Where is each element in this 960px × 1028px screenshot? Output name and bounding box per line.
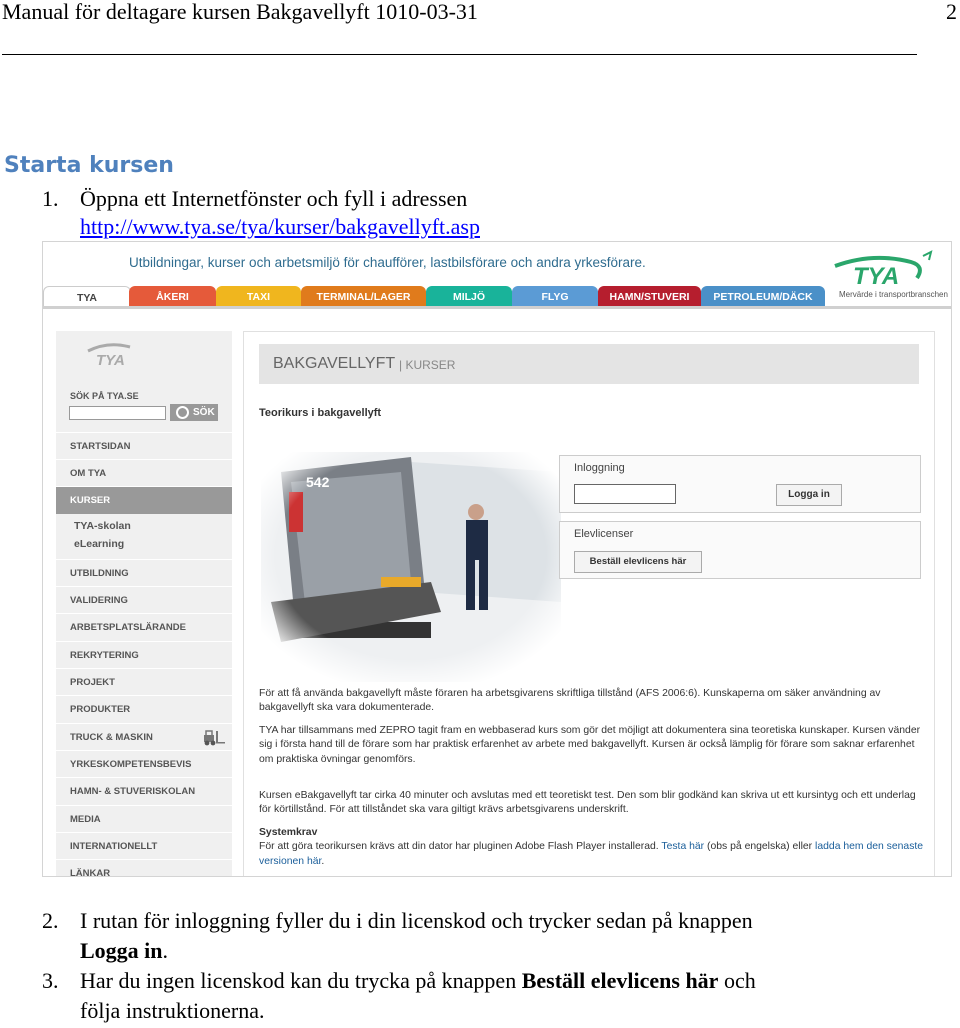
system-requirements-end: . <box>321 855 325 867</box>
sidebar-item-validering[interactable]: VALIDERING <box>56 586 232 614</box>
sidebar-item-utbildning[interactable]: UTBILDNING <box>56 559 232 587</box>
step-2-tail: . <box>162 938 169 963</box>
paragraph-system-requirements <box>259 826 929 869</box>
document-title: Manual för deltagare kursen Bakgavellyft 1010-03-31 <box>2 0 478 24</box>
sidebar-item-hamn-stuveriskolan[interactable]: HAMN- & STUVERISKOLAN <box>56 777 232 805</box>
sidebar-item-startsidan[interactable]: STARTSIDAN <box>56 432 232 460</box>
system-requirements-heading: Systemkrav <box>259 827 318 838</box>
header-rule <box>2 54 917 55</box>
login-label: Inloggning <box>574 462 625 474</box>
search-button[interactable] <box>170 404 218 421</box>
step-3-text-after: och <box>718 968 756 993</box>
sidebar-tya-logo <box>86 341 146 371</box>
system-requirements-text: För att göra teorikursen krävs att din dator har pluginen Adobe Flash Player installerad. <box>259 841 662 853</box>
sidebar-item-media[interactable]: MEDIA <box>56 805 232 833</box>
search-input[interactable] <box>69 406 166 420</box>
student-license-box <box>559 521 921 579</box>
tab-tya[interactable]: TYA <box>43 286 131 309</box>
course-url-link[interactable]: http://www.tya.se/tya/kurser/bakgavellyft.asp <box>80 214 480 239</box>
search-label: SÖK PÅ TYA.SE <box>70 391 139 401</box>
sidebar-item-truck-maskin-label: TRUCK & MASKIN <box>70 732 153 743</box>
sidebar-sub-elearning[interactable]: eLearning <box>74 538 125 550</box>
sidebar-item-yrkeskompetensbevis[interactable]: YRKESKOMPETENSBEVIS <box>56 750 232 778</box>
sidebar-item-projekt[interactable]: PROJEKT <box>56 668 232 696</box>
logo-subtitle: Mervärde i transportbranschen <box>839 290 948 299</box>
step-2-text: I rutan för inloggning fyller du i din licenskod och trycker sedan på knappen <box>80 908 753 933</box>
step-3-bold: Beställ elevlicens här <box>521 968 719 993</box>
sidebar-item-rekrytering[interactable]: REKRYTERING <box>56 641 232 669</box>
step-1-number: 1. <box>42 186 59 211</box>
step-3-line-2: följa instruktionerna. <box>80 998 265 1023</box>
login-button[interactable]: Logga in <box>776 484 842 506</box>
content-title-suffix: | KURSER <box>399 358 456 372</box>
step-3-text <box>80 966 756 996</box>
truck-tail-lift-photo <box>261 452 561 682</box>
sidebar-item-kurser[interactable]: KURSER <box>56 486 232 514</box>
site-tabs <box>43 286 951 308</box>
section-heading: Starta kursen <box>4 153 174 178</box>
sidebar-item-lankar[interactable]: LÄNKAR <box>56 859 232 877</box>
login-box <box>559 455 921 513</box>
paragraph-1: För att få använda bakgavellyft måste föraren ha arbetsgivarens skriftliga tillstånd (AFS 2006:6). Kunskaperna om säker användning av bakgavellyft ska vara dokumenterade. <box>259 688 881 714</box>
content-header <box>259 344 919 384</box>
sidebar-item-om-tya[interactable]: OM TYA <box>56 459 232 487</box>
tabbar-divider <box>43 306 951 309</box>
sidebar-item-internationellt[interactable]: INTERNATIONELLT <box>56 832 232 860</box>
tab-terminal-lager[interactable]: TERMINAL/LAGER <box>301 286 426 308</box>
sidebar-sub-tya-skolan[interactable]: TYA-skolan <box>74 520 131 532</box>
step-3-number: 3. <box>42 968 59 993</box>
license-code-input[interactable] <box>574 484 676 504</box>
download-flash-link[interactable]: ladda hem den senaste versionen här <box>259 841 924 867</box>
order-student-license-button[interactable]: Beställ elevlicens här <box>574 551 702 573</box>
tab-akeri[interactable]: ÅKERI <box>129 286 216 308</box>
tab-taxi[interactable]: TAXI <box>216 286 301 308</box>
step-3-text-before: Har du ingen licenskod kan du trycka på knappen <box>80 968 522 993</box>
forklift-icon <box>202 730 226 746</box>
website-screenshot <box>42 241 952 877</box>
tab-miljo[interactable]: MILJÖ <box>426 286 512 308</box>
content-title: BAKGAVELLYFT <box>273 355 396 372</box>
step-1-text: Öppna ett Internetfönster och fyll i adressen <box>80 186 468 211</box>
paragraph-3: Kursen eBakgavellyft tar cirka 40 minuter och avslutas med ett teoretiskt test. Den som blir godkänd kan skriva ut ett kursintyg och ett underlag för körtillstånd. För att tillståndet ska vara giltigt krävs arbetsgivarens underskrift. <box>259 790 916 816</box>
step-2-number: 2. <box>42 908 59 933</box>
page-number: 2 <box>946 0 957 24</box>
tab-petroleum-dack[interactable]: PETROLEUM/DÄCK <box>701 286 825 308</box>
sidebar-item-arbetsplatslarande[interactable]: ARBETSPLATSLÄRANDE <box>56 613 232 641</box>
svg-text:TYA: TYA <box>853 263 900 290</box>
content-subtitle: Teorikurs i bakgavellyft <box>259 407 382 419</box>
sidebar-item-produkter[interactable]: PRODUKTER <box>56 695 232 723</box>
search-icon <box>176 406 189 419</box>
svg-text:TYA: TYA <box>96 352 125 369</box>
sidebar-item-truck-maskin[interactable] <box>56 723 232 751</box>
system-requirements-mid: (obs på engelska) eller <box>704 841 816 853</box>
tab-hamn-stuveri[interactable]: HAMN/STUVERI <box>598 286 701 308</box>
site-tagline: Utbildningar, kurser och arbetsmiljö för chaufförer, lastbilsförare och andra yrkesförare. <box>129 255 646 270</box>
sidebar <box>56 331 232 877</box>
test-here-link[interactable]: Testa här <box>661 841 705 853</box>
step-2-line-2 <box>80 936 168 966</box>
search-button-label: SÖK <box>193 407 215 418</box>
paragraph-2: TYA har tillsammans med ZEPRO tagit fram en webbaserad kurs som gör det möjligt att dokumentera sina teoretiska kunskaper. Kursen vänder sig i första hand till de förare som har praktisk erfarenhet av arbete med bakgavellyft. Kursen är också lämplig för förare som saknar erfarenhet om praktiska övningar genomförs. <box>259 725 921 765</box>
tab-flyg[interactable]: FLYG <box>512 286 598 308</box>
student-license-label: Elevlicenser <box>574 528 634 540</box>
step-2-bold: Logga in <box>80 938 163 963</box>
